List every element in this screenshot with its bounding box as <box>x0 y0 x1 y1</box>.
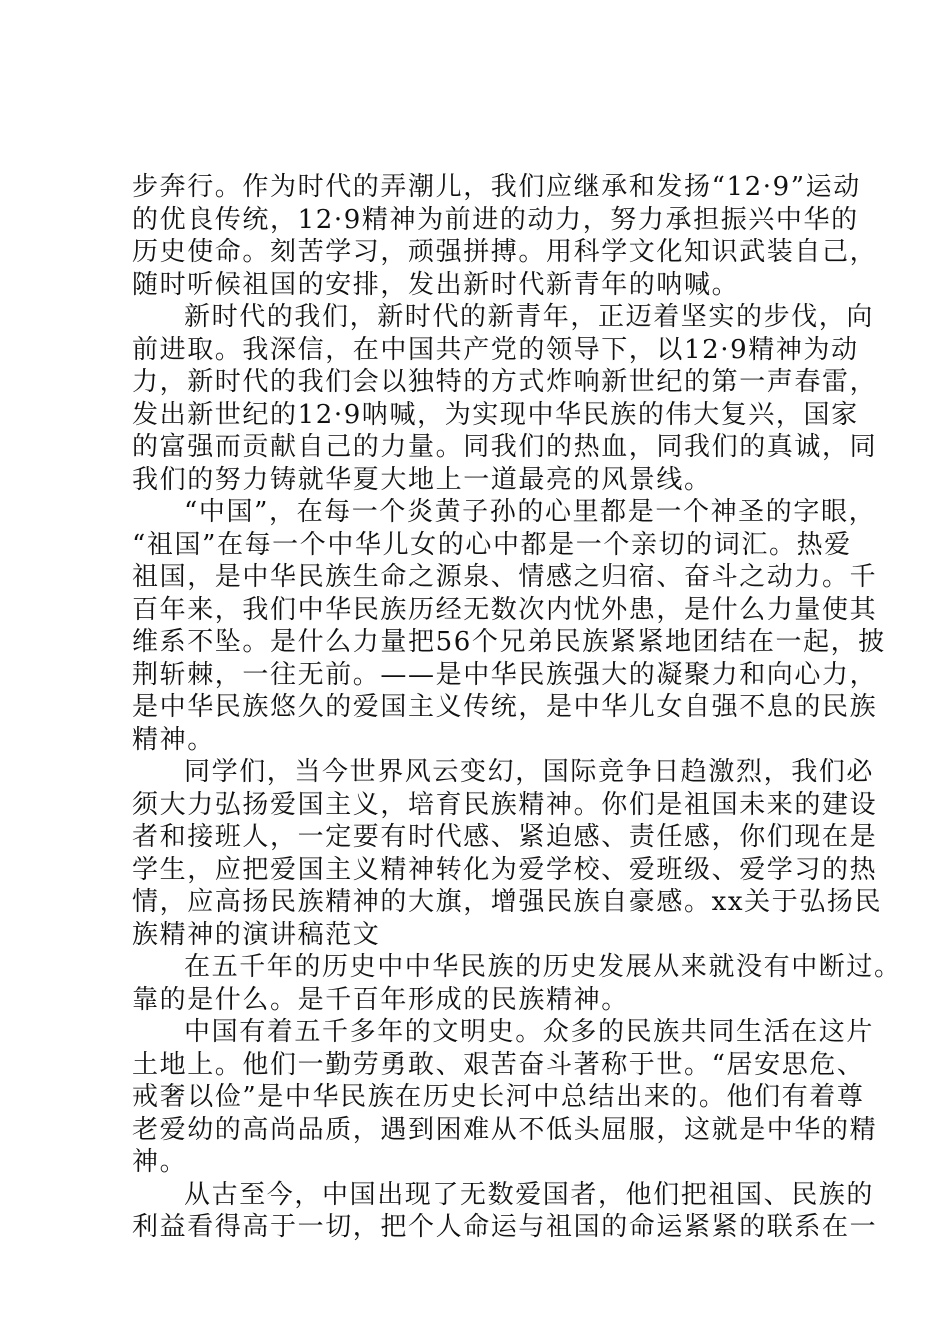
text-line: 族精神的演讲稿范文 <box>132 919 381 950</box>
text-line: “祖国”在每一个中华儿女的心中都是一个亲切的词汇。热爱 <box>132 529 852 560</box>
text-line: 百年来，我们中华民族历经无数次内忧外患，是什么力量使其 <box>132 594 878 625</box>
text-line: 情，应高扬民族精神的大旗，增强民族自豪感。xx关于弘扬民 <box>132 887 883 917</box>
text-line: 靠的是什么。是千百年形成的民族精神。 <box>132 984 629 1015</box>
text-line: 戒奢以俭”是中华民族在历史长河中总结出来的。他们有着尊 <box>132 1082 865 1112</box>
text-line: 学生，应把爱国主义精神转化为爱学校、爱班级、爱学习的热 <box>132 854 878 885</box>
text-line: 土地上。他们一勤劳勇敢、艰苦奋斗著称于世。“居安思危、 <box>132 1049 865 1080</box>
text-line: 利益看得高于一切，把个人命运与祖国的命运紧紧的联系在一 <box>132 1212 878 1242</box>
paragraph-first-line: 同学们，当今世界风云变幻，国际竞争日趋激烈，我们必 <box>184 757 875 787</box>
text-line: 神。 <box>132 1147 188 1177</box>
text-line: 维系不坠。是什么力量把56个兄弟民族紧紧地团结在一起，披 <box>132 627 886 657</box>
text-line: 祖国，是中华民族生命之源泉、情感之归宿、奋斗之动力。千 <box>132 562 878 592</box>
text-line: 的富强而贡献自己的力量。同我们的热血，同我们的真诚，同 <box>132 432 878 462</box>
text-line: 随时听候祖国的安排，发出新时代新青年的呐喊。 <box>132 269 740 300</box>
paragraph-first-line: 新时代的我们，新时代的新青年，正迈着坚实的步伐，向 <box>184 302 875 332</box>
text-line: 我们的努力铸就华夏大地上一道最亮的风景线。 <box>132 464 712 495</box>
text-line: 精神。 <box>132 724 215 755</box>
text-line: 荆斩棘，一往无前。——是中华民族强大的凝聚力和向心力， <box>132 659 878 690</box>
paragraph-first-line: 从古至今，中国出现了无数爱国者，他们把祖国、民族的 <box>184 1179 875 1210</box>
paragraph-first-line: “中国”，在每一个炎黄子孙的心里都是一个神圣的字眼， <box>184 497 877 527</box>
document-body <box>132 171 902 1244</box>
text-line: 的优良传统，12·9精神为前进的动力，努力承担振兴中华的 <box>132 204 859 235</box>
text-line: 是中华民族悠久的爱国主义传统，是中华儿女自强不息的民族 <box>132 692 878 722</box>
text-line: 前进取。我深信，在中国共产党的领导下，以12·9精神为动 <box>132 334 859 365</box>
text-line: 发出新世纪的12·9呐喊，为实现中华民族的伟大复兴，国家 <box>132 399 859 430</box>
text-line: 步奔行。作为时代的弄潮儿，我们应继承和发扬“12·9”运动 <box>132 172 861 202</box>
text-line: 老爱幼的高尚品质，遇到困难从不低头屈服，这就是中华的精 <box>132 1114 878 1145</box>
text-line: 须大力弘扬爱国主义，培育民族精神。你们是祖国未来的建设 <box>132 789 878 820</box>
paragraph-first-line: 中国有着五千多年的文明史。众多的民族共同生活在这片 <box>184 1017 875 1047</box>
paragraph-first-line: 在五千年的历史中中华民族的历史发展从来就没有中断过。 <box>184 952 902 982</box>
text-line: 历史使命。刻苦学习，顽强拼搏。用科学文化知识武装自己， <box>132 237 878 267</box>
text-line: 力，新时代的我们会以独特的方式炸响新世纪的第一声春雷， <box>132 367 878 397</box>
text-line: 者和接班人，一定要有时代感、紧迫感、责任感，你们现在是 <box>132 822 878 852</box>
